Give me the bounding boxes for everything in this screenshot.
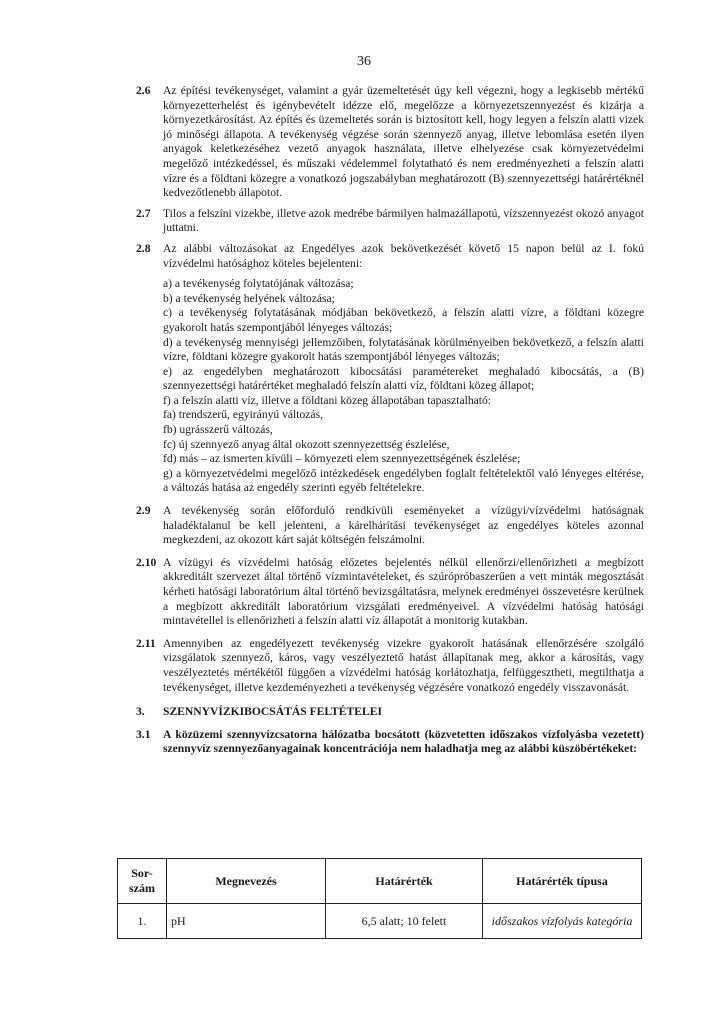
section-number: 2.8 — [136, 241, 151, 255]
section-number: 2.11 — [136, 636, 156, 650]
list-item: g) a környezetvédelmi megelőző intézkedések engedélyben foglalt feltételektől való lényeges eltérése, a változás hatása az engedély szerinti egyéb feltételekre. — [163, 466, 644, 495]
threshold-table — [117, 858, 642, 939]
section-2-10 — [136, 556, 644, 629]
list-item: a) a tevékenység folytatójának változása; — [163, 277, 354, 291]
table-cell: pH — [167, 904, 326, 939]
table-cell: időszakos vízfolyás kategória — [483, 904, 642, 939]
list-item: d) a tevékenység mennyiségi jellemzőiben, folytatásának körülményeiben bekövetkező, a felszín alatti vízre, földtani közegre gyakorolt hatás szempontjából lényeges változás; — [163, 335, 644, 364]
chapter-heading — [136, 705, 644, 720]
list-item: f) a felszín alatti víz, illetve a földtani közeg állapotában tapasztalható: — [163, 393, 492, 407]
table-header-row — [118, 859, 642, 904]
table-cell: 1. — [118, 904, 167, 939]
table-row — [118, 904, 642, 939]
list-item: b) a tevékenység helyének változása; — [163, 291, 335, 305]
section-number: 2.9 — [136, 504, 151, 518]
section-2-9 — [136, 504, 644, 548]
section-text: A közüzemi szennyvízcsatorna hálózatba bocsátott (közvetetten időszakos vízfolyásba vezetett) szennyvíz szennyezőanyagainak koncentrációja nem haladhatja meg az alábbi küszöbértékeket: — [163, 727, 644, 756]
section-number: 3.1 — [136, 727, 151, 741]
change-list — [136, 277, 644, 496]
list-item: fa) trendszerű, egyirányú változás, — [163, 408, 323, 422]
section-text: A vízügyi és vízvédelmi hatóság előzetes bejelentés nélkül ellenőrzi/ellenőrizheti a megbízott akkreditált szervezet által történő vízmintavételeket, és szúrópróbaszerűen a vett minták megosztását kérheti hatósági laboratórium által történő bevizsgáltatásra, melynek eredményei összevetésre kerülnek a megbízott akkreditált laboratórium vizsgálati eredményeivel. A vízvédelmi hatóság hatósági mintavétellel is ellenőrizheti a felszín alatti víz állapotát a monitorig kutakban. — [163, 555, 644, 628]
list-item: e) az engedélyben meghatározott kibocsátási paramétereket meghaladó kibocsátás, a (B) szennyezettségi határértéket meghaladó felszín alatti víz, földtani közeg állapot; — [163, 364, 644, 393]
section-text: Az építési tevékenységet, valamint a gyár üzemeltetését úgy kell végezni, hogy a legkisebb mértékű környezetterhelést és igénybevételt idézze elő, megelőzze a környezetszennyezést és kizárja a környezetkárosítást. Az építés és üzemeltetés során is biztosított kell, hogy legyen a felszín alatti vizek jó minőségi állapota. A tevékenység végzése során szennyező anyag, illetve lebomlása esetén ilyen anyagok keletkezéséhez vezető anyagok használata, illetve elhelyezése csak környezetvédelmi megelőző intézkedéssel, és műszaki védelemmel folytatható és nem eredményezheti a felszín alatti vízre és a földtani közegre a vonatkozó jogszabályban meghatározott (B) szennyezettségi határértéknél kedvezőtlenebb állapotot. — [163, 84, 644, 200]
table-cell: 6,5 alatt; 10 felett — [326, 904, 483, 939]
page-number: 36 — [357, 54, 371, 69]
section-number: 2.6 — [136, 84, 151, 97]
section-2-7 — [136, 207, 644, 236]
section-number: 2.7 — [136, 206, 151, 220]
section-text: Amennyiben az engedélyezett tevékenység vizekre gyakorolt hatásának ellenőrzésére szolgáló vizsgálatok szennyező, káros, vagy veszélyeztető hatást állapítanak meg, akkor a károsítás, vagy veszélyeztetés mértékétől függően a vízvédelmi hatóság korlátozhatja, felfüggesztheti, megtilthatja a tevékenységet, illetve kezdeményezheti a tevékenység végzésére vonatkozó engedély visszavonását. — [163, 636, 644, 694]
document-body — [136, 84, 644, 757]
chapter-number: 3. — [136, 705, 145, 719]
chapter-title: SZENNYVÍZKIBOCSÁTÁS FELTÉTELEI — [163, 705, 382, 719]
section-text: Tilos a felszíni vizekbe, illetve azok medrébe bármilyen halmazállapotú, vízszennyezést okozó anyagot juttatni. — [163, 206, 644, 235]
column-header: Sor-szám — [118, 859, 167, 904]
column-header: Megnevezés — [167, 859, 326, 904]
section-2-11 — [136, 637, 644, 695]
section-number: 2.10 — [136, 555, 157, 569]
section-3-1 — [136, 728, 644, 757]
column-header: Határérték — [326, 859, 483, 904]
list-item: c) a tevékenység folytatásának módjában bekövetkező, a felszín alatti vízre, a földtani közegre gyakorolt hatás szempontjából lényeges változás; — [163, 306, 644, 334]
list-item: fc) új szennyező anyag által okozott szennyezettség észlelése, — [163, 437, 450, 451]
list-item: fb) ugrásszerű változás, — [163, 423, 273, 437]
section-2-6 — [136, 84, 644, 201]
section-2-8 — [136, 242, 644, 271]
section-text: A tevékenység során előforduló rendkívüli eseményeket a vízügyi/vízvédelmi hatóságnak haladéktalanul be kell jelenteni, a kárelhárítási tevékenységet az engedélyes köteles azonnal megkezdeni, az okozott kárt saját költségén felszámolni. — [163, 504, 644, 547]
list-item: fd) más – az ismerten kívüli – környezeti elem szennyezettségének észlelése; — [163, 452, 521, 466]
column-header: Határérték típusa — [483, 859, 642, 904]
section-text: Az alábbi változásokat az Engedélyes azok bekövetkezését követő 15 napon belül az I. fokú vízvédelmi hatósághoz köteles bejelenteni: — [163, 241, 644, 270]
